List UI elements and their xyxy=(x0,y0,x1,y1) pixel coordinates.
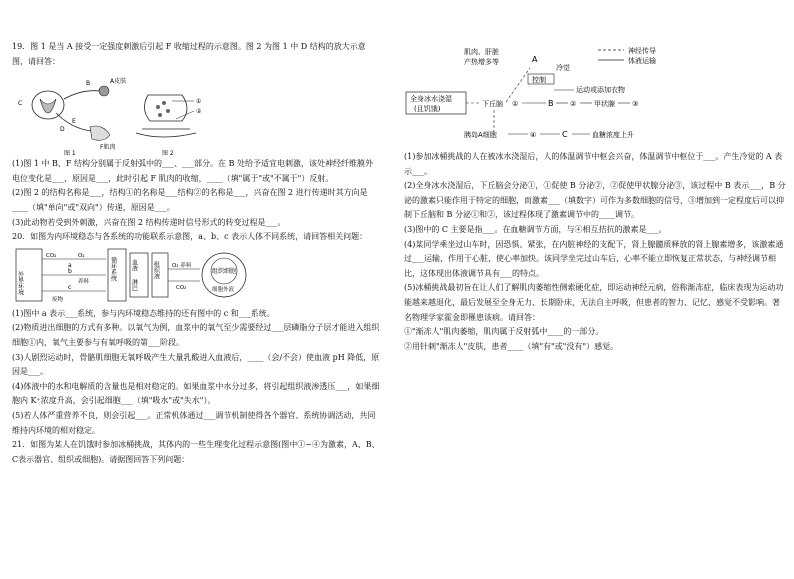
grey-matter-shape xyxy=(40,99,56,113)
node-c: C xyxy=(562,130,568,139)
q19-intro: 19．图 1 是当 A 接受一定强度刺激后引起 F 收缩过程的示意图。图 2 为图 1 中 D 结构的放大示意图，请回答： xyxy=(12,42,366,66)
hormone-3: ③ xyxy=(632,100,639,108)
homeostasis-diagram xyxy=(12,245,252,307)
nutrient-label: 养料 xyxy=(78,278,90,285)
label-structure-2: ② xyxy=(196,108,202,116)
q21-part5a: ①"渐冻人"肌肉萎缩，肌肉属于反射弧中____的一部分。 xyxy=(404,327,604,337)
figure2-caption: 图 2 xyxy=(162,150,174,158)
blood-label: 血液 xyxy=(130,258,138,271)
hormone-2: ② xyxy=(570,100,577,108)
node-b: B xyxy=(548,99,554,108)
circulation-label: 循环系统 xyxy=(109,256,117,281)
control-label: 控制 xyxy=(532,76,546,84)
muscle-shape xyxy=(90,126,110,140)
glucose-rise-label: 血糖浓度上升 xyxy=(592,131,634,139)
label-e: E xyxy=(72,118,76,126)
lymph-label: 淋巴 xyxy=(130,278,138,291)
tissue-fluid-label: 组织液 xyxy=(152,260,160,279)
waste-label: 废物 xyxy=(52,296,64,303)
heat-label: 产热增多等 xyxy=(464,58,499,66)
q21-part1: (1)参加冰桶挑战的人在被冰水浇湿后，人的体温调节中枢会兴奋，体温调节中枢位于___。产生冷觉的 A 表示___。 xyxy=(404,152,783,176)
right-column xyxy=(404,150,786,354)
label-f-muscle: F肌肉 xyxy=(100,144,116,152)
q19-figures xyxy=(12,69,380,157)
o2-label: O₂ xyxy=(78,252,85,259)
label-a-skin: A皮肤 xyxy=(110,78,127,86)
q21-part5b: ②用针刺"渐冻人"皮肤，患者____（填"有"或"没有"）感觉。 xyxy=(404,341,619,351)
q21-part4: (4)某同学乘坐过山车时，因恐惧、紧张，在内脏神经的支配下，肾上腺髓质释放的肾上腺素增多，该激素通过___运输，作用于心脏，使心率加快。该同学坐完过山车后，心率不能立即恢复正常状态，与神经调节相比，这体现出体液调节具有___的特点。 xyxy=(404,239,784,278)
hormone-4: ④ xyxy=(530,131,537,139)
skin-receptor-shape xyxy=(99,86,109,96)
q19-part1: (1)图 1 中 B、F 结构分别属于反射弧中的___、___部分。在 B 处给予适宜电刺激，该处神经纤维膜外电位变化是___，原因是___，此时引起 F 肌肉的收缩，____（填"属于"或"不属于"）反射。 xyxy=(12,159,373,183)
extracellular-fluid-label: 细胞外液 xyxy=(212,286,235,293)
co2-label-2: CO₂ xyxy=(176,284,187,291)
q21-part3: (3)图中的 C 主要是指___。在血糖调节方面，与④相互拮抗的激素是___。 xyxy=(404,224,667,234)
hypothalamus-label: 下丘脑 xyxy=(482,100,503,108)
label-structure-1: ① xyxy=(196,98,202,106)
islet-cell-label: 胰岛A细胞 xyxy=(464,131,497,139)
reflex-arc-figure xyxy=(12,69,222,157)
label-a: a xyxy=(68,261,72,269)
q20-part5: (5)若人体严重营养不良，则会引起___。正常机体通过___调节机制使得各个器官、系统协调活动，共同维持内环境的相对稳定。 xyxy=(12,410,376,435)
q21-diagram xyxy=(404,40,684,146)
legend-nerve: 神经传导 xyxy=(628,47,656,55)
stimulus-line2: (且饥饿) xyxy=(414,105,441,113)
q21-part2: (2)全身冰水浇湿后，下丘脑会分泌①，①促使 B 分泌②，②促使甲状腺分泌③，该过程中 B 表示___，B 分泌的激素只能作用于特定的细胞，而激素___（填数字）可作为多数细胞的信号，③增加到一定程度后可以抑制下丘脑和 B 分泌①和②，该过程体现了激素调节中的____调节。 xyxy=(404,181,786,220)
label-b2: b xyxy=(68,267,72,275)
stimulus-line1: 全身冰水浇湿 xyxy=(410,95,452,103)
hormone-1: ① xyxy=(512,100,519,108)
co2-label: CO₂ xyxy=(46,252,57,259)
behavior-label: 运动或添加衣物 xyxy=(576,86,625,94)
muscle-liver-label: 肌肉、肝脏 xyxy=(464,48,499,56)
label-d: D xyxy=(60,126,65,134)
q19-part2: (2)图 2 的结构名称是___，结构①的名称是___结构②的名称是___，兴奋在图 2 进行传递时其方向是____（填"单向"或"双向"）传递，原因是___。 xyxy=(12,188,368,212)
left-column xyxy=(12,40,380,467)
outer-env-label: 外界环境 xyxy=(16,270,24,295)
q20-part2: (2)物质进出细胞的方式有多种。以氧气为例，血浆中的氧气至少需要经过___层磷脂分子层才能进入组织细胞①内，氧气主要参与有氧呼吸的第___阶段。 xyxy=(12,323,380,347)
label-c: C xyxy=(18,100,23,108)
q19-part3: (3)此动物若受到外刺激，兴奋在图 2 结构传递时信号形式的转变过程是___。 xyxy=(12,217,286,227)
cold-sense-label: 冷觉 xyxy=(556,64,570,72)
o2-nutrient-label: O₂ 养料 xyxy=(172,262,192,269)
q20-part4: (4)体液中的水和电解质的含量也是相对稳定的。如果血浆中水分过多，将引起组织液渗透压___，如果细胞内 K⁺浓度升高，会引起细胞___（填"吸水"或"失水"）。 xyxy=(12,381,380,406)
q21-part5: (5)冰桶挑战最初旨在让人们了解肌肉萎缩性侧索硬化症，即运动神经元病，俗称渐冻症，临床表现为运动功能越来越退化，最后发展至全身无力、长期卧床，无法自主呼吸，但患者的智力、记忆、感觉不受影响。著名物理学家霍金即罹患该病。请回答： xyxy=(404,283,784,322)
q20-part3: (3)人剧烈运动时，骨骼肌细胞无氧呼吸产生大量乳酸进入血液后，____（会/不会）使血液 pH 降低，原因是___。 xyxy=(12,352,380,377)
label-b: B xyxy=(86,80,91,88)
legend-humoral: 体液运输 xyxy=(628,57,656,65)
q20-part1: (1)图中 a 表示___系统，参与内环境稳态维持的还有图中的 c 和___系统。 xyxy=(12,308,275,318)
node-a: A xyxy=(532,55,538,64)
q21-intro: 21．如图为某人在饥饿时参加冰桶挑战，其体内的一些生理变化过程示意图(图中①~④为激素，A、B、C表示器官、组织或细胞)。请据图回答下列问题： xyxy=(12,440,380,464)
tissue-cell-label: 组织细胞 xyxy=(212,267,237,275)
thyroid-label: 甲状腺 xyxy=(594,100,615,108)
label-c2: c xyxy=(68,283,72,291)
figure1-caption: 图 1 xyxy=(64,150,76,158)
q20-intro: 20．如图为内环境稳态与各系统的功能联系示意图，a、b、c 表示人体不同系统，请回答相关问题： xyxy=(12,232,368,242)
q20-figure xyxy=(12,245,380,307)
